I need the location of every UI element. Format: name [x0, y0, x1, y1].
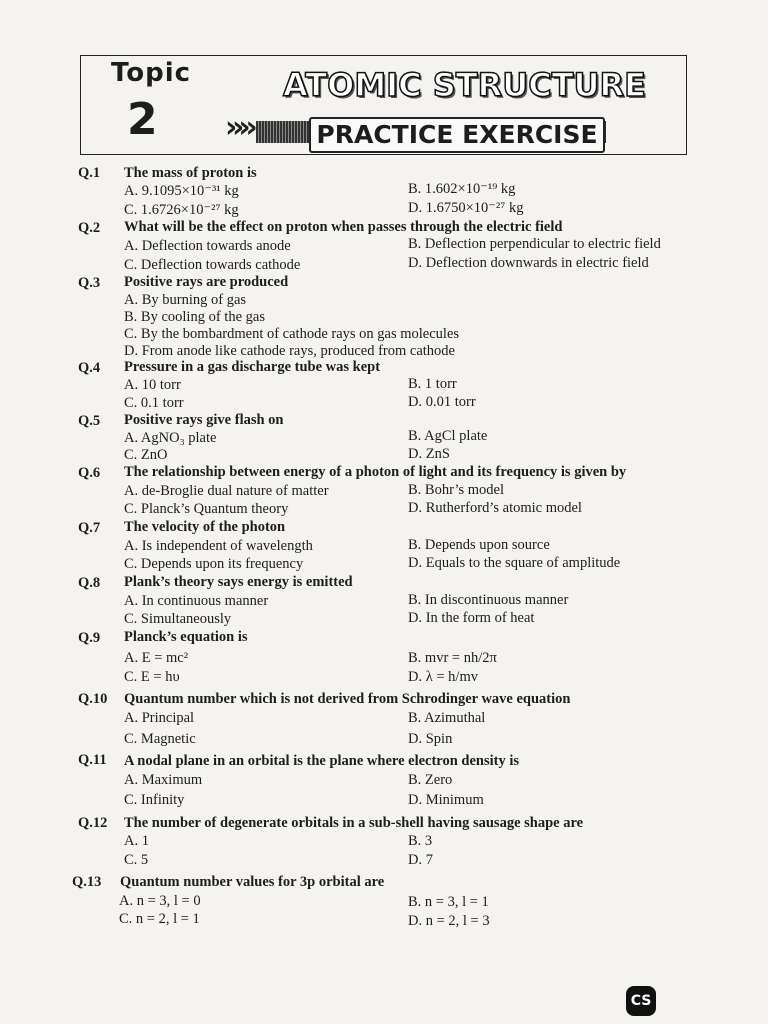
- chevron-double-right-icon: »»: [225, 110, 252, 145]
- option-a: A. AgNO₃ plate: [124, 430, 217, 446]
- question-number: Q.10: [78, 691, 108, 707]
- question-text: The number of degenerate orbitals in a sub-shell having sausage shape are: [124, 815, 584, 831]
- topic-number: 2: [127, 94, 158, 145]
- option-c: C. 1.6726×10⁻²⁷ kg: [124, 202, 239, 218]
- option-c: C. ZnO: [124, 447, 168, 463]
- question-number: Q.3: [78, 275, 101, 291]
- option-c: C. Simultaneously: [124, 611, 232, 627]
- option-d: D. 7: [408, 852, 433, 868]
- option-b: B. mvr = nh/2π: [408, 650, 497, 666]
- option-c: C. E = hυ: [124, 669, 180, 685]
- question-text: A nodal plane in an orbital is the plane where electron density is: [124, 753, 520, 769]
- option-d: D. From anode like cathode rays, produced from cathode: [124, 343, 455, 359]
- option-b: B. In discontinuous manner: [408, 592, 569, 608]
- option-b: B. Bohr’s model: [408, 482, 504, 498]
- question-number: Q.6: [78, 465, 101, 481]
- question-text: Planck’s equation is: [124, 629, 248, 645]
- option-d: D. Deflection downwards in electric field: [408, 255, 649, 271]
- option-a: A. Principal: [124, 710, 195, 726]
- question-number: Q.1: [78, 165, 101, 181]
- question-number: Q.2: [78, 220, 101, 236]
- option-c: C. Deflection towards cathode: [124, 257, 301, 273]
- option-d: D. Rutherford’s atomic model: [408, 500, 582, 516]
- option-d: D. λ = h/mv: [408, 669, 478, 685]
- question-text: The velocity of the photon: [124, 519, 286, 535]
- question-text: Pressure in a gas discharge tube was kept: [124, 359, 381, 375]
- option-b: B. 1 torr: [408, 376, 457, 392]
- option-a: A. n = 3, l = 0: [119, 893, 201, 909]
- option-d: D. 0.01 torr: [408, 394, 476, 410]
- option-b: B. n = 3, l = 1: [408, 894, 489, 910]
- option-a: A. E = mc²: [124, 650, 189, 666]
- question-text: Positive rays give flash on: [124, 412, 284, 428]
- option-c: C. Planck’s Quantum theory: [124, 501, 289, 517]
- option-c: C. By the bombardment of cathode rays on gas molecules: [124, 326, 460, 342]
- question-text: Quantum number values for 3p orbital are: [120, 874, 385, 890]
- option-c: C. Magnetic: [124, 731, 196, 747]
- option-b: B. AgCl plate: [408, 428, 488, 444]
- practice-exercise-label: PRACTICE EXERCISE: [309, 117, 605, 153]
- question-text: Quantum number which is not derived from Schrodinger wave equation: [124, 691, 571, 707]
- option-c: C. n = 2, l = 1: [119, 911, 200, 927]
- question-number: Q.7: [78, 520, 101, 536]
- option-d: D. ZnS: [408, 446, 450, 462]
- option-d: D. Equals to the square of amplitude: [408, 555, 621, 571]
- question-text: The mass of proton is: [124, 165, 257, 181]
- question-number: Q.4: [78, 360, 101, 376]
- topic-label: Topic: [111, 58, 192, 88]
- chapter-title: ATOMIC STRUCTURE: [283, 66, 646, 104]
- option-a: A. By burning of gas: [124, 292, 247, 308]
- option-b: B. Azimuthal: [408, 710, 486, 726]
- option-b: B. Zero: [408, 772, 453, 788]
- question-text: Positive rays are produced: [124, 274, 289, 290]
- question-text: What will be the effect on proton when passes through the electric field: [124, 219, 563, 235]
- option-c: C. 5: [124, 852, 149, 868]
- option-a: A. Deflection towards anode: [124, 238, 291, 254]
- question-number: Q.12: [78, 815, 108, 831]
- option-a: A. In continuous manner: [124, 593, 269, 609]
- option-a: A. 10 torr: [124, 377, 181, 393]
- option-b: B. 3: [408, 833, 433, 849]
- question-number: Q.5: [78, 413, 101, 429]
- option-b: B. 1.602×10⁻¹⁹ kg: [408, 181, 516, 197]
- option-a: A. de-Broglie dual nature of matter: [124, 483, 329, 499]
- question-number: Q.9: [78, 630, 101, 646]
- option-d: D. In the form of heat: [408, 610, 535, 626]
- question-number: Q.11: [78, 752, 107, 768]
- option-c: C. Depends upon its frequency: [124, 556, 304, 572]
- option-a: A. Is independent of wavelength: [124, 538, 313, 554]
- question-text: Plank’s theory says energy is emitted: [124, 574, 353, 590]
- option-d: D. 1.6750×10⁻²⁷ kg: [408, 200, 524, 216]
- option-a: A. 9.1095×10⁻³¹ kg: [124, 183, 239, 199]
- question-number: Q.13: [72, 874, 102, 890]
- option-d: D. Spin: [408, 731, 453, 747]
- option-d: D. n = 2, l = 3: [408, 913, 490, 929]
- option-a: A. 1: [124, 833, 149, 849]
- option-b: B. Depends upon source: [408, 537, 550, 553]
- question-number: Q.8: [78, 575, 101, 591]
- question-text: The relationship between energy of a photon of light and its frequency is given by: [124, 464, 627, 480]
- camscanner-logo: CS: [626, 986, 656, 1016]
- option-d: D. Minimum: [408, 792, 484, 808]
- option-a: A. Maximum: [124, 772, 203, 788]
- option-c: C. Infinity: [124, 792, 185, 808]
- option-c: C. 0.1 torr: [124, 395, 184, 411]
- option-b: B. By cooling of the gas: [124, 309, 265, 325]
- option-b: B. Deflection perpendicular to electric field: [408, 236, 661, 252]
